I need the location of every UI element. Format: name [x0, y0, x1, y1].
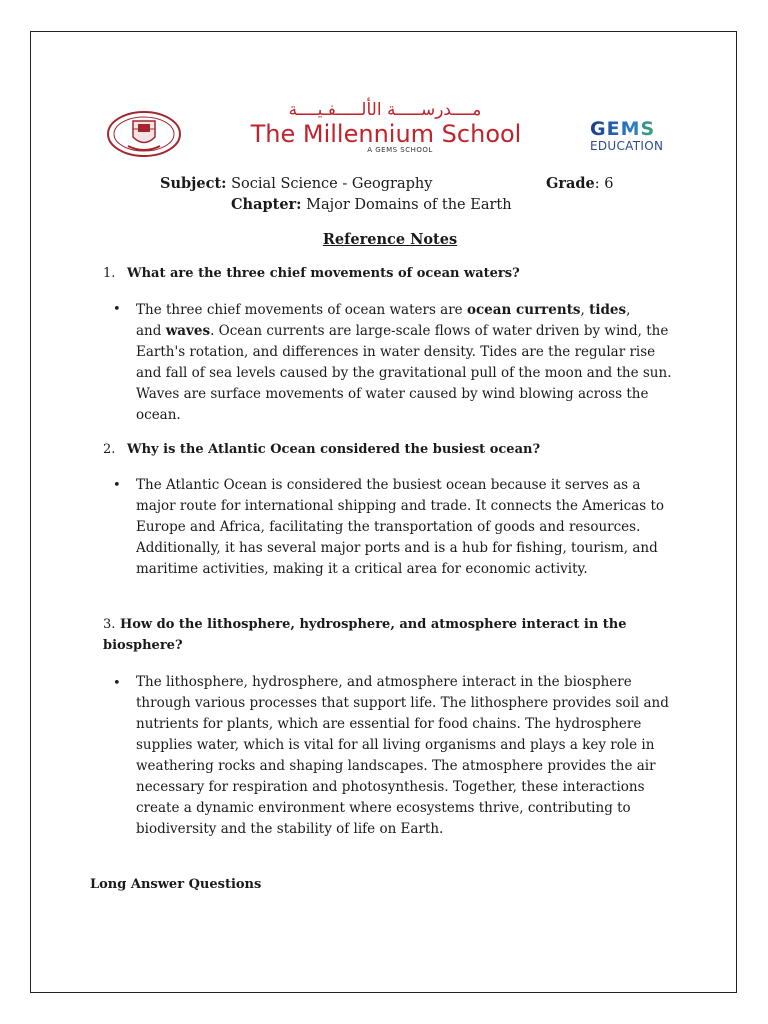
answer-1-term-ocean-currents: ocean currents [466, 302, 581, 318]
bullet-2: • [113, 478, 121, 493]
subject-label: Subject: [160, 175, 227, 192]
answer-1-and: and [136, 323, 166, 339]
grade-value: : 6 [594, 176, 614, 192]
chapter-value: Major Domains of the Earth [306, 197, 512, 213]
question-3 [103, 614, 678, 656]
question-1-number: 1. [103, 266, 116, 281]
subject-line [160, 175, 432, 192]
answer-1 [136, 300, 684, 426]
answer-1-sep-2: , [626, 302, 631, 318]
answer-1-sep-1: , [580, 302, 590, 318]
question-2 [103, 442, 540, 457]
question-2-text: Why is the Atlantic Ocean considered the busiest ocean? [127, 442, 541, 457]
answer-1-term-waves: waves [165, 323, 211, 339]
answer-2: The Atlantic Ocean is considered the busiest ocean because it serves as a major route for international shipping and trade. It connects the Americas to Europe and Africa, facilitating the transportation of goods and resources. Additionally, it has several major ports and is a hub for fishing, tourism, and maritime activities, making it a critical area for economic activity. [136, 477, 665, 577]
school-tagline: A GEMS SCHOOL [367, 146, 433, 154]
school-crest-logo [106, 110, 182, 158]
bullet-1: • [113, 302, 121, 317]
question-2-number: 2. [103, 442, 116, 457]
question-3-number: 3. [103, 617, 116, 632]
answer-1-rest: . Ocean currents are large-scale flows of water driven by wind, the Earth's rotation, and differences in water density. Tides are the regular rise and fall of sea levels caused by the gravitational pull of the moon and the sun. Waves are surface movements of water caused by wind blowing across the ocean. [136, 323, 672, 423]
chapter-line [231, 196, 512, 213]
question-1 [103, 266, 520, 281]
grade-label: Grade [546, 175, 595, 192]
gems-education-logo [590, 120, 686, 156]
reference-notes-heading: Reference Notes [322, 231, 458, 248]
answer-1-term-tides: tides [589, 302, 627, 318]
chapter-label: Chapter: [231, 196, 302, 213]
long-answer-heading: Long Answer Questions [90, 877, 262, 892]
bullet-3: • [113, 676, 121, 691]
question-1-text: What are the three chief movements of ocean waters? [127, 266, 520, 281]
grade-line [546, 175, 614, 192]
school-name-arabic: مــــدرســـــة الألـــــفـيــــة [288, 100, 482, 120]
school-name: The Millennium School [250, 120, 522, 148]
answer-1-lead: The three chief movements of ocean waters are [136, 302, 467, 318]
gems-logo-sub: EDUCATION [590, 139, 664, 153]
subject-value: Social Science - Geography [231, 176, 433, 192]
gems-logo-word: GEMS [590, 120, 686, 138]
question-3-text: How do the lithosphere, hydrosphere, and atmosphere interact in the biosphere? [103, 617, 627, 653]
answer-3: The lithosphere, hydrosphere, and atmosphere interact in the biosphere through various processes that support life. The lithosphere provides soil and nutrients for plants, which are essential for food chains. The hydrosphere supplies water, which is vital for all living organisms and plays a key role in weathering rocks and shaping landscapes. The atmosphere provides the air necessary for respiration and photosynthesis. Together, these interactions create a dynamic environment where ecosystems thrive, contributing to biodiversity and the stability of life on Earth. [136, 674, 669, 837]
